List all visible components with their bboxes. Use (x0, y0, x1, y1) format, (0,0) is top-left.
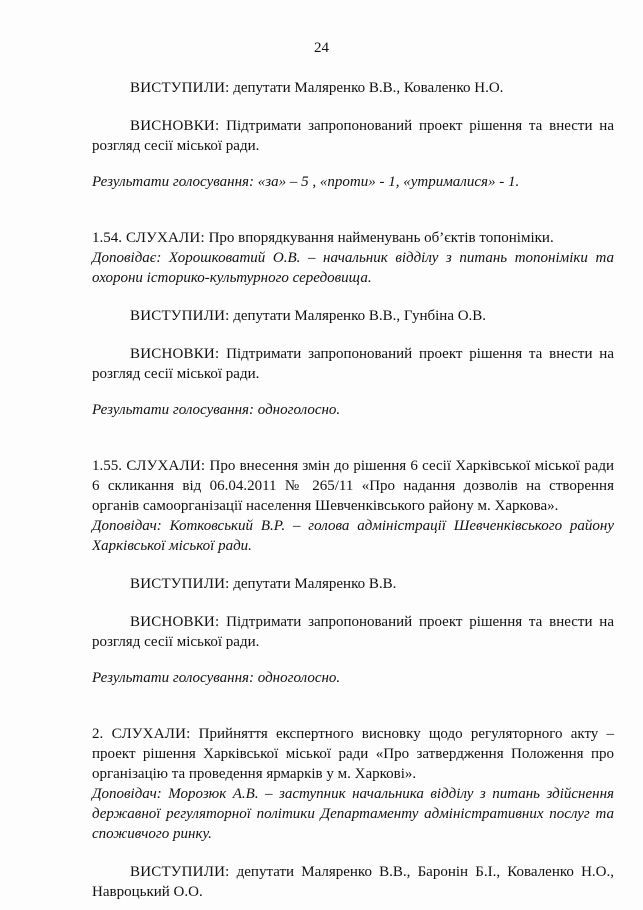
voting-result (92, 172, 614, 192)
heard-text: Про впорядкування найменувань об’єктів топоніміки. (204, 230, 554, 246)
reporter-label: Доповідач: (92, 786, 162, 802)
speakers-text: депутати Маляренко В.В. (229, 576, 397, 592)
conclusions-paragraph (92, 344, 614, 384)
reporter-paragraph (92, 248, 614, 288)
document-body (92, 78, 614, 902)
speakers-label: ВИСТУПИЛИ: (130, 308, 230, 324)
heard-text: Про внесення змін до рішення 6 сесії Харківської міської ради 6 скликання від 06.04.2011 № 265/11 «Про надання дозволів на створення органів самоорганізації населення Шевченківського району м. Харкова». (92, 458, 614, 514)
conclusions-label: ВИСНОВКИ: (130, 118, 220, 134)
heard-label: СЛУХАЛИ: (122, 458, 206, 474)
heard-label: СЛУХАЛИ: (103, 726, 191, 742)
voting-result-text: одноголосно. (254, 670, 341, 686)
voting-result-label: Результати голосування: (92, 670, 255, 686)
reporter-text: Котковський В.Р. – голова адміністрації Шевченківського району Харківської міської ради. (92, 518, 614, 554)
item-number: 1.55. (92, 458, 122, 474)
conclusions-paragraph (92, 116, 614, 156)
voting-result (92, 400, 614, 420)
heard-paragraph (92, 456, 614, 516)
conclusions-paragraph (92, 612, 614, 652)
reporter-text: Хорошковатий О.В. – начальник відділу з питань топоніміки та охорони історико-культурного середовища. (92, 250, 614, 286)
voting-result-text: «за» – 5 , «проти» - 1, «утрималися» - 1. (254, 174, 520, 190)
conclusions-label: ВИСНОВКИ: (130, 346, 220, 362)
conclusions-text: Підтримати запропонований проект рішення та внести на розгляд сесії міської ради. (92, 346, 614, 382)
speakers-label: ВИСТУПИЛИ: (130, 576, 230, 592)
reporter-paragraph (92, 784, 614, 844)
speakers-paragraph (92, 862, 614, 902)
conclusions-label: ВИСНОВКИ: (130, 614, 220, 630)
conclusions-text: Підтримати запропонований проект рішення та внести на розгляд сесії міської ради. (92, 614, 614, 650)
reporter-text: Морозюк А.В. – заступник начальника відділу з питань здійснення державної регуляторної політики Департаменту адміністративних послуг та споживчого ринку. (92, 786, 614, 842)
page-number: 24 (314, 40, 329, 56)
speakers-text: депутати Маляренко В.В., Баронін Б.І., Коваленко Н.О., Навроцький О.О. (92, 864, 614, 900)
reporter-label: Доповідає: (92, 250, 162, 266)
speakers-text: депутати Маляренко В.В., Коваленко Н.О. (229, 80, 504, 96)
speakers-label: ВИСТУПИЛИ: (130, 80, 230, 96)
heard-paragraph (92, 228, 614, 248)
reporter-paragraph (92, 516, 614, 556)
voting-result-label: Результати голосування: (92, 174, 255, 190)
speakers-paragraph (92, 574, 614, 594)
heard-text: Прийняття експертного висновку щодо регуляторного акту – проект рішення Харківської міської ради «Про затвердження Положення про організацію та проведення ярмарків у м. Харкові». (92, 726, 614, 782)
speakers-paragraph (92, 78, 614, 98)
voting-result-label: Результати голосування: (92, 402, 255, 418)
reporter-label: Доповідач: (92, 518, 162, 534)
heard-paragraph (92, 724, 614, 784)
conclusions-text: Підтримати запропонований проект рішення та внести на розгляд сесії міської ради. (92, 118, 614, 154)
item-number: 1.54. (92, 230, 122, 246)
speakers-paragraph (92, 306, 614, 326)
speakers-label: ВИСТУПИЛИ: (130, 864, 230, 880)
voting-result (92, 668, 614, 688)
speakers-text: депутати Маляренко В.В., Гунбіна О.В. (229, 308, 487, 324)
item-number: 2. (92, 726, 104, 742)
voting-result-text: одноголосно. (254, 402, 341, 418)
heard-label: СЛУХАЛИ: (122, 230, 205, 246)
